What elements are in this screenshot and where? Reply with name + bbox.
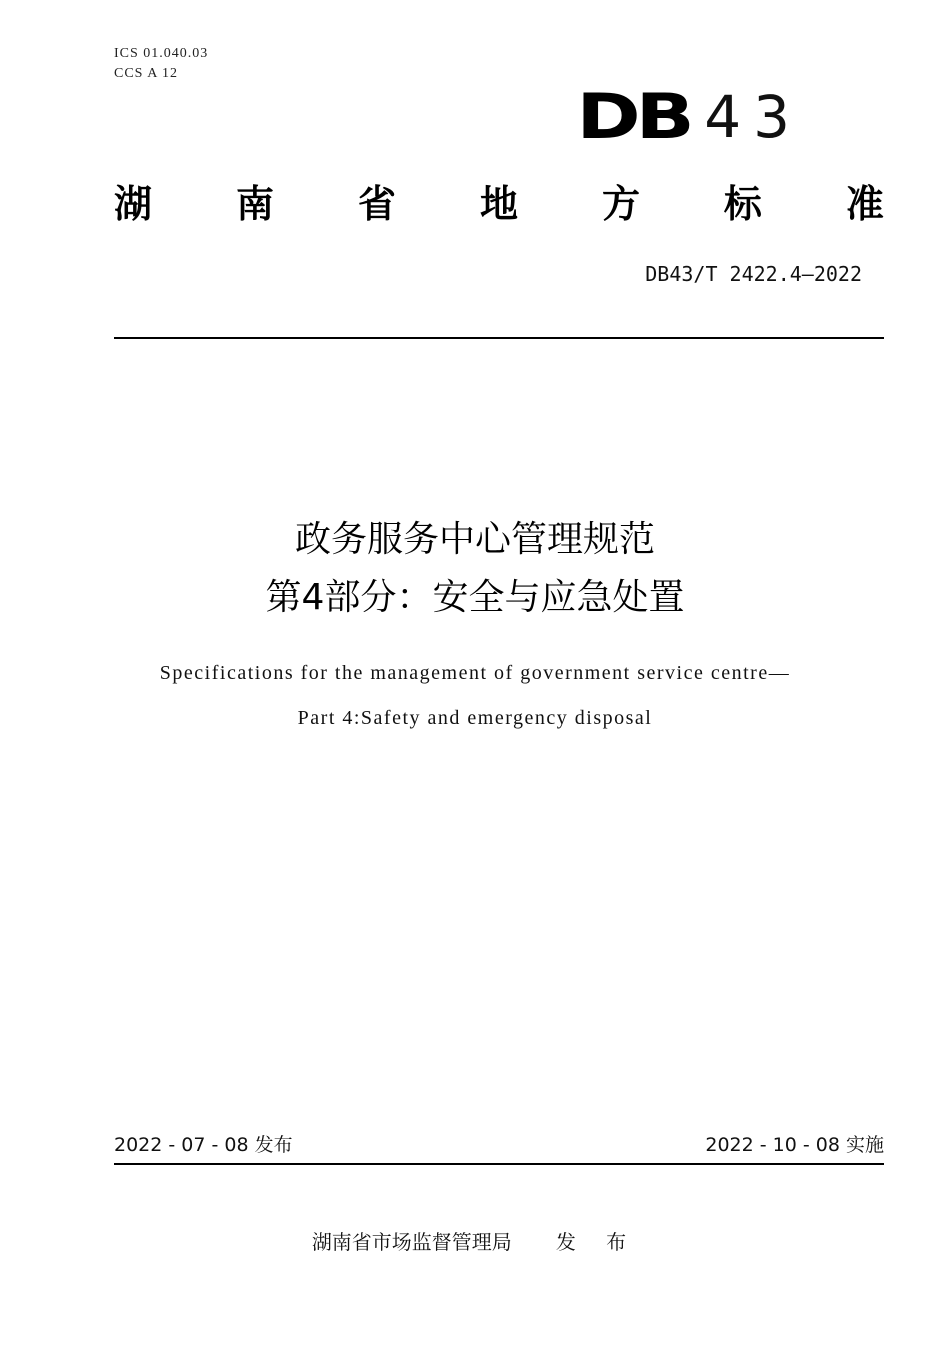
english-title-line2: Part 4:Safety and emergency disposal	[297, 707, 653, 729]
standard-type-char: 湖	[114, 182, 153, 226]
top-divider	[114, 337, 884, 339]
issuer-name: 湖南省市场监督管理局	[311, 1230, 512, 1254]
chinese-title-line1: 政务服务中心管理规范	[294, 519, 655, 560]
standard-type-char: 省	[357, 182, 396, 226]
standard-type-char: 准	[845, 182, 884, 226]
issuer-action: 发 布	[555, 1230, 639, 1254]
english-title-line1: Specifications for the management of government service centre—	[159, 662, 791, 684]
db-logo	[576, 80, 802, 153]
chinese-title-line2: 第4部分：安全与应急处置	[265, 577, 685, 618]
ics-code: ICS 01.040.03	[114, 46, 209, 61]
standard-code: DB43/T 2422.4—2022	[645, 262, 862, 286]
standard-type-char: 南	[235, 182, 274, 226]
standard-type-char: 方	[601, 182, 640, 226]
standard-type-char: 地	[479, 182, 518, 226]
bottom-divider	[114, 1163, 884, 1165]
classification-codes	[114, 44, 208, 84]
ccs-code: CCS A 12	[114, 66, 179, 81]
standard-type-title	[114, 178, 884, 230]
issuer-line	[0, 1226, 950, 1258]
db-mark: DB	[576, 80, 691, 153]
db-number: 43	[704, 83, 802, 151]
implement-date: 2022 - 10 - 08 实施	[705, 1134, 884, 1156]
publish-date: 2022 - 07 - 08 发布	[114, 1134, 293, 1156]
standard-type-char: 标	[723, 182, 762, 226]
